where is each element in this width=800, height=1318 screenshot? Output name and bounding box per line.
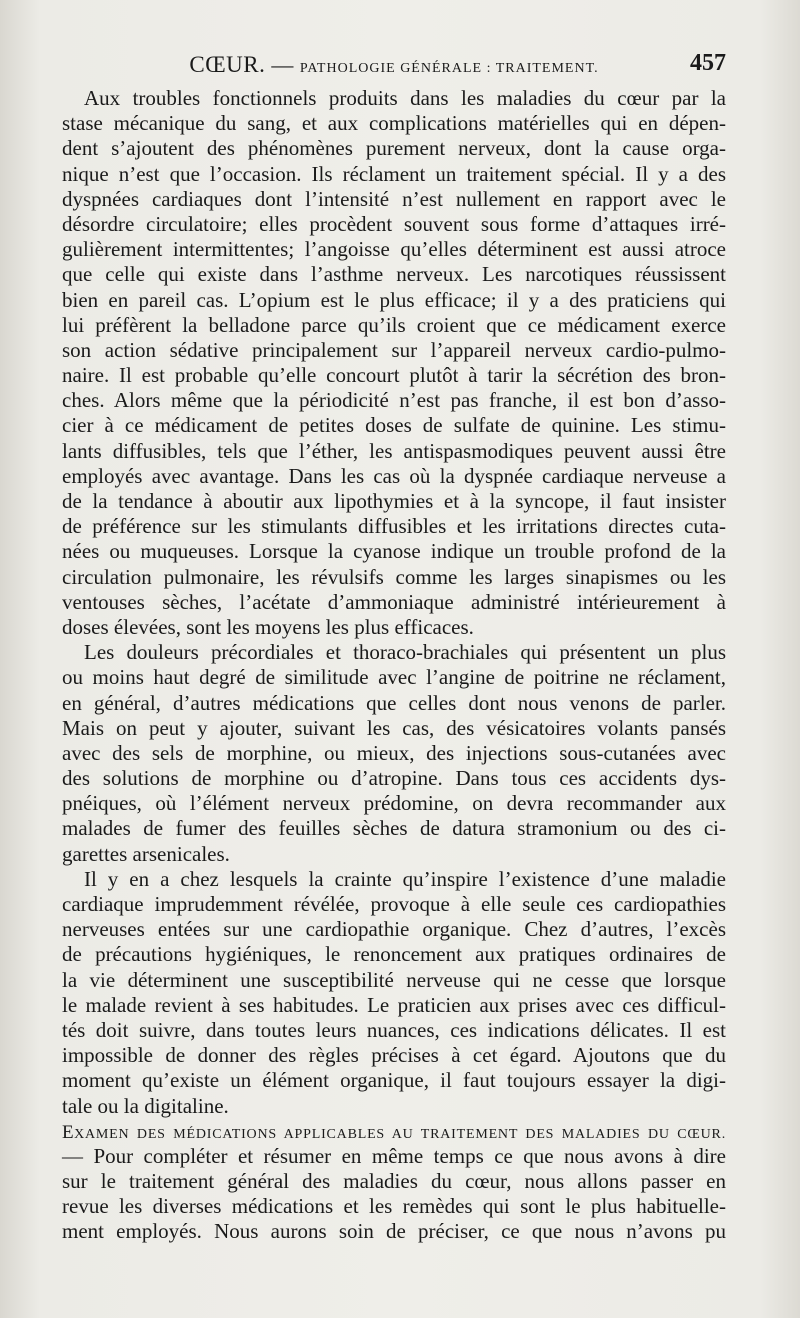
text-line: ches. Alors même que la périodicité n’est pas franche, il est bon d’asso- [62, 388, 726, 413]
text-line: lui préfèrent la belladone parce qu’ils croient que ce médicament exerce [62, 312, 726, 337]
text-line: désordre circulatoire; elles procèdent souvent sous forme d’attaques irré- [62, 211, 726, 236]
page-body [62, 86, 726, 1245]
text-line: cier à ce médicament de petites doses de sulfate de quinine. Les stimu- [62, 413, 726, 438]
text-line: que celle qui existe dans l’asthme nerveux. Les narcotiques réussissent [62, 262, 726, 287]
text-line: tés doit suivre, dans toutes leurs nuances, ces indications délicates. Il est [62, 1017, 726, 1042]
text-line: de la tendance à aboutir aux lipothymies et à la syncope, il faut insister [62, 489, 726, 513]
section-heading-initial: E [62, 1121, 75, 1143]
text-line: Mais on peut y ajouter, suivant les cas, des vésicatoires volants pansés [62, 715, 726, 740]
text-line: des solutions de morphine ou d’atropine. Dans tous ces accidents dys- [62, 766, 726, 791]
text-line: doses élevées, sont les moyens les plus efficaces. [62, 614, 474, 639]
text-line: Les douleurs précordiales et thoraco-brachiales qui présentent un plus [84, 640, 726, 665]
text-line: gulièrement intermittentes; l’angoisse qu’elles déterminent est aussi atroce [62, 237, 726, 262]
text-line: nées ou muqueuses. Lorsque la cyanose indique un trouble profond de la [62, 539, 726, 564]
text-line: circulation pulmonaire, les révulsifs comme les larges sinapismes ou les [62, 564, 726, 589]
text-line: garettes arsenicales. [62, 841, 230, 866]
text-line: dent s’ajoutent des phénomènes purement nerveux, dont la cause orga- [62, 136, 726, 161]
text-line: employés avec avantage. Dans les cas où la dyspnée cardiaque nerveuse a [62, 463, 726, 488]
running-title [62, 52, 726, 78]
text-line: naire. Il est probable qu’elle concourt plutôt à tarir la sécrétion des bron- [62, 363, 726, 388]
text-line: — Pour compléter et résumer en même temps ce que nous avons à dire [62, 1143, 726, 1168]
text-line: ou moins haut degré de similitude avec l’angine de poitrine ne réclament, [62, 665, 726, 690]
page-number: 457 [690, 50, 726, 76]
text-line: de précautions hygiéniques, le renoncement aux pratiques ordinaires de [62, 942, 726, 967]
text-line: malades de fumer des feuilles sèches de datura stramonium ou des ci- [62, 816, 726, 841]
text-line: le malade revient à ses habitudes. Le praticien aux prises avec ces difficul- [62, 992, 726, 1017]
text-line: bien en pareil cas. L’opium est le plus efficace; il y a des praticiens qui [62, 287, 726, 312]
running-title-dash: — [271, 52, 294, 77]
text-line: revue les diverses médications et les remèdes qui sont le plus habituelle- [62, 1194, 726, 1219]
text-line: son action sédative principalement sur l’appareil nerveux cardio-pulmo- [62, 337, 726, 362]
text-line: lants diffusibles, tels que l’éther, les antispasmodiques peuvent aussi être [62, 438, 726, 463]
text-line: tale ou la digitaline. [62, 1093, 229, 1118]
section-heading-rest: XAMEN DES MÉDICATIONS APPLICABLES AU TRAITEMENT DES MALADIES DU CŒUR. [74, 1126, 726, 1142]
text-line: Aux troubles fonctionnels produits dans les maladies du cœur par la [84, 86, 726, 110]
text-line: ment employés. Nous aurons soin de préciser, ce que nous n’avons pu [62, 1219, 726, 1244]
text-line: ventouses sèches, l’acétate d’ammoniaque administré intérieurement à [62, 589, 726, 614]
text-line: avec des sels de morphine, ou mieux, des injections sous-cutanées avec [62, 740, 726, 765]
text-line: stase mécanique du sang, et aux complications matérielles qui en dépen- [62, 111, 726, 136]
section-heading [62, 1119, 726, 1144]
text-line: impossible de donner des règles précises à cet égard. Ajoutons que du [62, 1043, 726, 1068]
text-line: en général, d’autres médications que celles dont nous venons de parler. [62, 690, 726, 715]
text-line: cardiaque imprudemment révélée, provoque à elle seule ces cardiopathies [62, 892, 726, 916]
running-title-section: PATHOLOGIE GÉNÉRALE : TRAITEMENT. [299, 61, 599, 76]
text-line: de préférence sur les stimulants diffusibles et les irritations directes cuta- [62, 514, 726, 539]
text-line: nerveuses entées sur une cardiopathie organique. Chez d’autres, l’excès [62, 917, 726, 942]
text-line: pnéiques, où l’élément nerveux prédomine, on devra recommander aux [62, 791, 726, 816]
text-line: la vie déterminent une susceptibilité nerveuse qui ne cesse que lorsque [62, 967, 726, 992]
text-line: sur le traitement général des maladies du cœur, nous allons passer en [62, 1169, 726, 1194]
running-title-chapter: CŒUR. [189, 52, 266, 77]
running-header [62, 50, 726, 80]
text-line: moment qu’existe un élément organique, il faut toujours essayer la digi- [62, 1068, 726, 1093]
text-line: nique n’est que l’occasion. Ils réclament un traitement spécial. Il y a des [62, 161, 726, 186]
text-line: dyspnées cardiaques dont l’intensité n’est nullement en rapport avec le [62, 186, 726, 211]
text-line: Il y en a chez lesquels la crainte qu’inspire l’existence d’une maladie [84, 866, 726, 891]
